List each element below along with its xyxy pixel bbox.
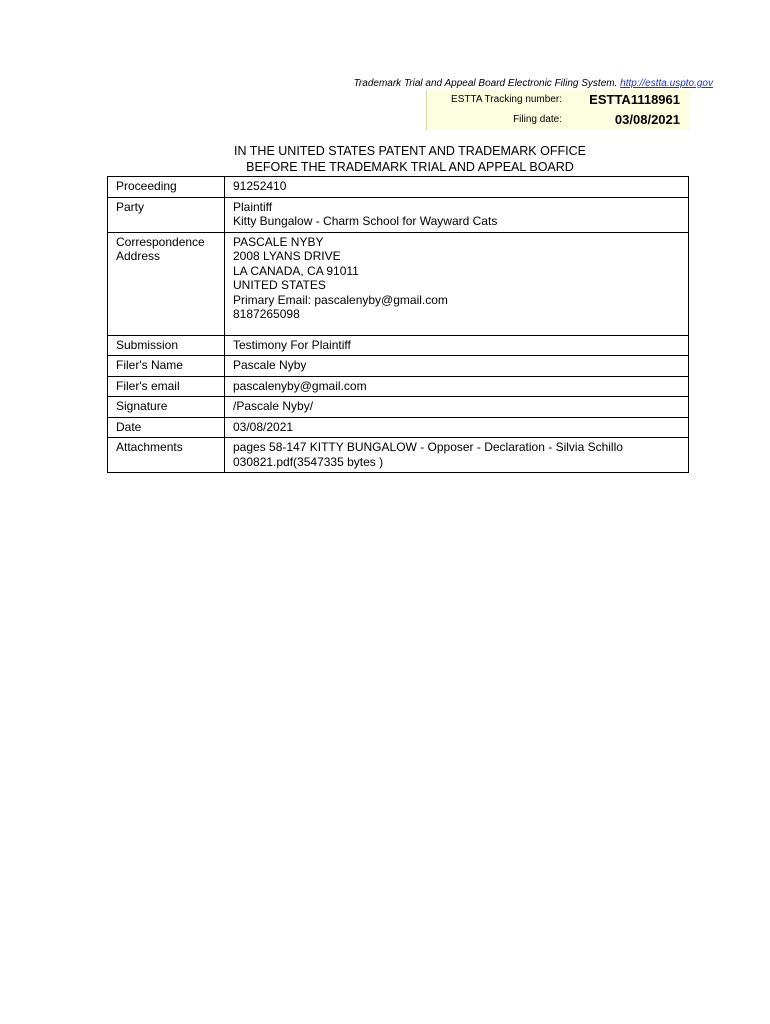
office-title-line2: BEFORE THE TRADEMARK TRIAL AND APPEAL BOARD [246,160,574,174]
table-row-proceeding [108,177,689,198]
signature-label: Signature [108,397,225,418]
address-line: LA CANADA, CA 91011 [233,263,359,278]
date-label: Date [108,417,225,438]
address-line: 8187265098 [233,307,300,321]
filing-date-value: 03/08/2021 [614,112,680,127]
filing-system-text: Trademark Trial and Appeal Board Electronic Filing System. [353,78,618,89]
address-line: UNITED STATES [233,278,326,292]
table-row-attachments [108,438,689,473]
party-label: Party [108,197,225,232]
attachment-line: 030821.pdf(3547335 bytes ) [233,454,384,469]
tracking-number-label: ESTTA Tracking number: [451,94,562,105]
table-row-correspondence [108,232,689,335]
table-row-date [108,417,689,438]
correspondence-value [225,232,689,335]
date-value: 03/08/2021 [225,417,689,438]
table-row-filers-email [108,376,689,397]
proceeding-value: 91252410 [225,177,689,198]
address-line: PASCALE NYBY [233,234,324,249]
office-title-line1: IN THE UNITED STATES PATENT AND TRADEMARK OFFICE [234,144,586,158]
attachment-line: pages 58-147 KITTY BUNGALOW - Opposer - Declaration - Silvia Schillo [233,440,623,454]
filers-name-value: Pascale Nyby [225,356,689,377]
filing-system-header [354,78,713,89]
filing-date-label: Filing date: [513,114,562,125]
table-row-submission [108,335,689,356]
tracking-number-row [427,90,690,110]
attachments-value [225,438,689,473]
party-line: Kitty Bungalow - Charm School for Wayward Cats [233,214,498,228]
correspondence-label [108,232,225,335]
filing-info-table [107,176,689,473]
signature-value: /Pascale Nyby/ [225,397,689,418]
estta-link[interactable]: http://estta.uspto.gov [620,78,713,89]
submission-label: Submission [108,335,225,356]
party-value [225,197,689,232]
filers-email-label: Filer's email [108,376,225,397]
address-line: 2008 LYANS DRIVE [233,249,341,263]
table-row-party [108,197,689,232]
table-row-signature [108,397,689,418]
tracking-number-value: ESTTA1118961 [589,92,680,107]
address-line: Primary Email: pascalenyby@gmail.com [233,292,448,307]
correspondence-label-line: Correspondence [116,234,205,249]
filing-date-row [427,110,690,130]
party-line: Plaintiff [233,199,273,214]
table-row-filers-name [108,356,689,377]
filers-name-label: Filer's Name [108,356,225,377]
filers-email-value: pascalenyby@gmail.com [225,376,689,397]
tracking-box [426,90,690,130]
correspondence-label-line: Address [116,249,161,263]
submission-value: Testimony For Plaintiff [225,335,689,356]
attachments-label: Attachments [108,438,225,473]
proceeding-label: Proceeding [108,177,225,198]
